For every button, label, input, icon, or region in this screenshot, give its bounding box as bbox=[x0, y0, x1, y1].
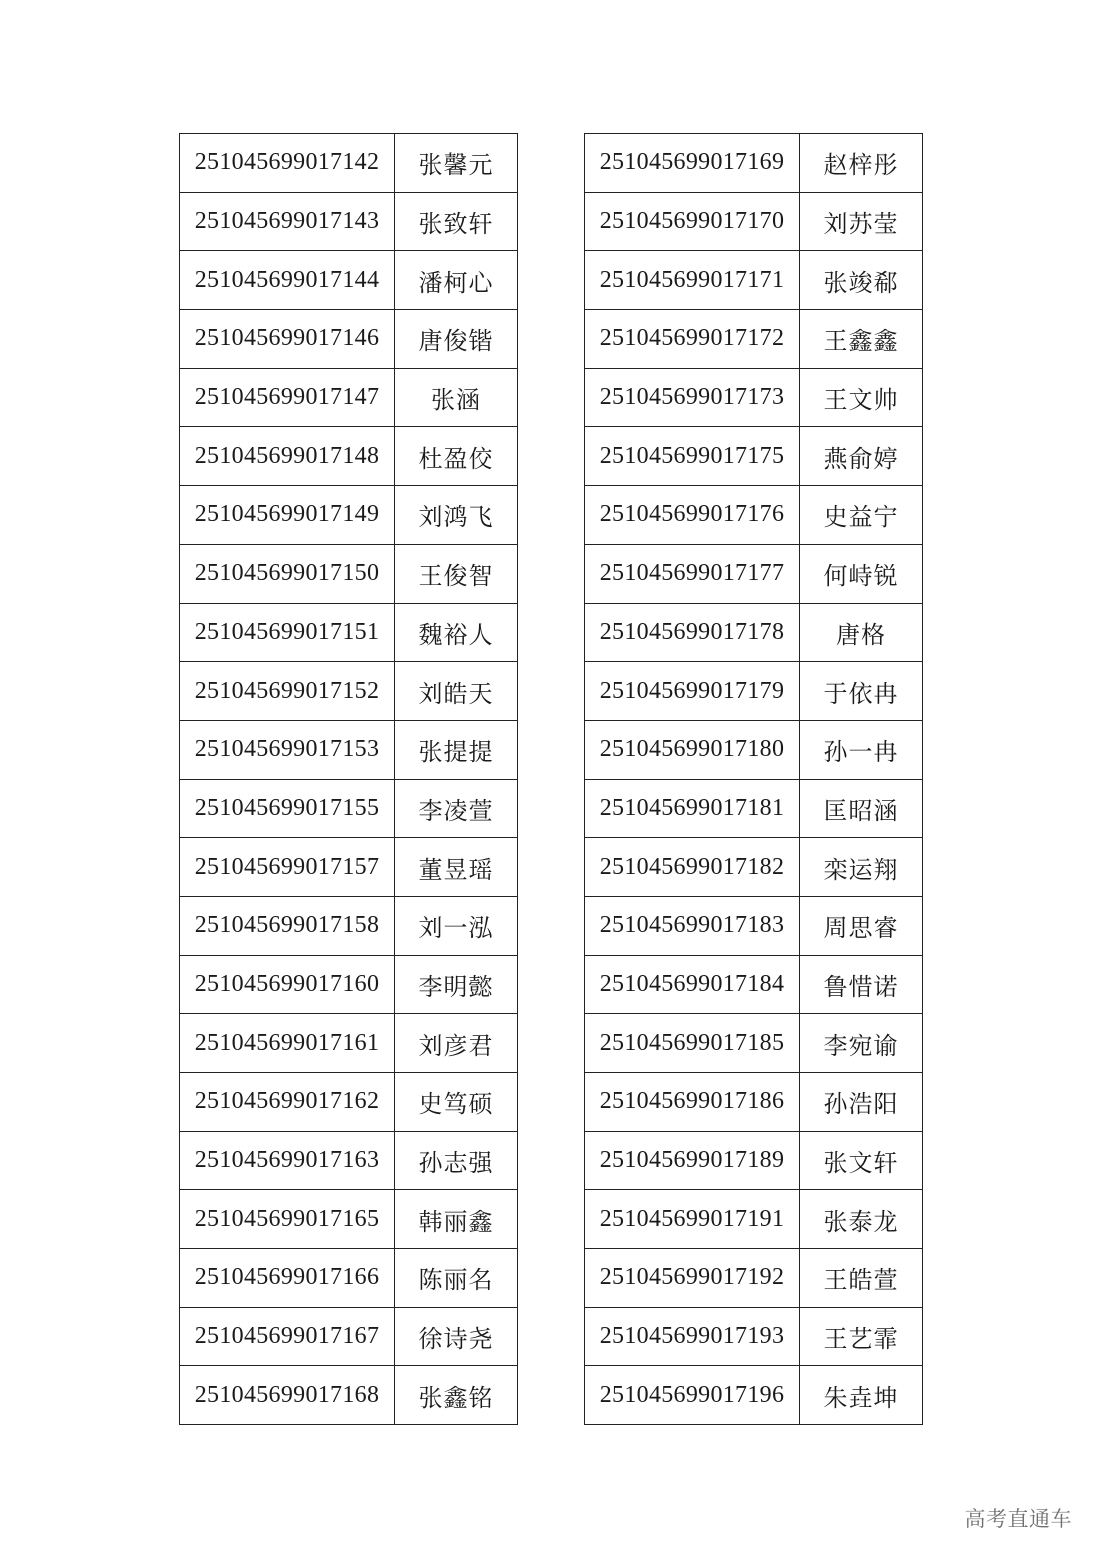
candidate-id-cell: 251045699017157 bbox=[180, 838, 395, 897]
table-row bbox=[585, 1014, 923, 1073]
table-row bbox=[180, 1307, 518, 1366]
candidate-id-cell: 251045699017144 bbox=[180, 251, 395, 310]
candidate-name-cell: 周思睿 bbox=[800, 896, 923, 955]
candidate-id-cell: 251045699017196 bbox=[585, 1366, 800, 1425]
table-row bbox=[180, 134, 518, 193]
left-roster-table bbox=[179, 133, 518, 1425]
candidate-id-cell: 251045699017189 bbox=[585, 1131, 800, 1190]
candidate-id-cell: 251045699017152 bbox=[180, 662, 395, 721]
candidate-name-cell: 徐诗尧 bbox=[395, 1307, 518, 1366]
candidate-id-cell: 251045699017155 bbox=[180, 779, 395, 838]
candidate-id-cell: 251045699017170 bbox=[585, 192, 800, 251]
table-row bbox=[180, 427, 518, 486]
table-row bbox=[585, 1366, 923, 1425]
candidate-id-cell: 251045699017142 bbox=[180, 134, 395, 193]
table-row bbox=[585, 1307, 923, 1366]
candidate-id-cell: 251045699017169 bbox=[585, 134, 800, 193]
candidate-name-cell: 唐俊锴 bbox=[395, 310, 518, 369]
candidate-id-cell: 251045699017151 bbox=[180, 603, 395, 662]
candidate-name-cell: 张涵 bbox=[395, 368, 518, 427]
candidate-name-cell: 张馨元 bbox=[395, 134, 518, 193]
candidate-name-cell: 鲁惜诺 bbox=[800, 955, 923, 1014]
table-row bbox=[180, 955, 518, 1014]
table-row bbox=[180, 720, 518, 779]
candidate-name-cell: 董昱瑶 bbox=[395, 838, 518, 897]
candidate-name-cell: 李明懿 bbox=[395, 955, 518, 1014]
candidate-name-cell: 孙浩阳 bbox=[800, 1073, 923, 1132]
table-row bbox=[585, 955, 923, 1014]
candidate-name-cell: 陈丽名 bbox=[395, 1249, 518, 1308]
candidate-name-cell: 张致轩 bbox=[395, 192, 518, 251]
candidate-id-cell: 251045699017161 bbox=[180, 1014, 395, 1073]
candidate-id-cell: 251045699017175 bbox=[585, 427, 800, 486]
candidate-name-cell: 李宛谕 bbox=[800, 1014, 923, 1073]
candidate-id-cell: 251045699017167 bbox=[180, 1307, 395, 1366]
candidate-id-cell: 251045699017165 bbox=[180, 1190, 395, 1249]
candidate-id-cell: 251045699017193 bbox=[585, 1307, 800, 1366]
watermark-text: 高考直通车 bbox=[964, 1507, 1072, 1531]
candidate-name-cell: 刘彦君 bbox=[395, 1014, 518, 1073]
table-row bbox=[585, 486, 923, 545]
candidate-id-cell: 251045699017173 bbox=[585, 368, 800, 427]
table-row bbox=[180, 838, 518, 897]
candidate-id-cell: 251045699017178 bbox=[585, 603, 800, 662]
table-row bbox=[180, 1190, 518, 1249]
table-row bbox=[585, 896, 923, 955]
table-row bbox=[180, 486, 518, 545]
candidate-id-cell: 251045699017150 bbox=[180, 544, 395, 603]
table-row bbox=[585, 192, 923, 251]
candidate-id-cell: 251045699017143 bbox=[180, 192, 395, 251]
table-row bbox=[585, 1190, 923, 1249]
candidate-id-cell: 251045699017166 bbox=[180, 1249, 395, 1308]
table-row bbox=[585, 1131, 923, 1190]
candidate-id-cell: 251045699017149 bbox=[180, 486, 395, 545]
candidate-name-cell: 刘皓天 bbox=[395, 662, 518, 721]
right-roster-body bbox=[585, 134, 923, 1425]
candidate-name-cell: 孙一冉 bbox=[800, 720, 923, 779]
candidate-name-cell: 潘柯心 bbox=[395, 251, 518, 310]
candidate-id-cell: 251045699017176 bbox=[585, 486, 800, 545]
table-row bbox=[585, 544, 923, 603]
table-row bbox=[585, 134, 923, 193]
candidate-id-cell: 251045699017185 bbox=[585, 1014, 800, 1073]
table-row bbox=[180, 1131, 518, 1190]
table-row bbox=[585, 720, 923, 779]
table-row bbox=[585, 838, 923, 897]
table-row bbox=[585, 310, 923, 369]
candidate-name-cell: 何峙锐 bbox=[800, 544, 923, 603]
table-row bbox=[180, 1014, 518, 1073]
candidate-name-cell: 李凌萱 bbox=[395, 779, 518, 838]
candidate-id-cell: 251045699017171 bbox=[585, 251, 800, 310]
table-row bbox=[180, 251, 518, 310]
table-row bbox=[180, 896, 518, 955]
candidate-id-cell: 251045699017172 bbox=[585, 310, 800, 369]
candidate-name-cell: 燕俞婷 bbox=[800, 427, 923, 486]
candidate-name-cell: 孙志强 bbox=[395, 1131, 518, 1190]
candidate-name-cell: 匡昭涵 bbox=[800, 779, 923, 838]
table-row bbox=[585, 368, 923, 427]
candidate-id-cell: 251045699017179 bbox=[585, 662, 800, 721]
candidate-name-cell: 栾运翔 bbox=[800, 838, 923, 897]
candidate-id-cell: 251045699017191 bbox=[585, 1190, 800, 1249]
table-row bbox=[585, 1073, 923, 1132]
candidate-id-cell: 251045699017180 bbox=[585, 720, 800, 779]
candidate-id-cell: 251045699017153 bbox=[180, 720, 395, 779]
candidate-name-cell: 赵梓彤 bbox=[800, 134, 923, 193]
candidate-name-cell: 史笃硕 bbox=[395, 1073, 518, 1132]
table-row bbox=[180, 310, 518, 369]
candidate-name-cell: 于依冉 bbox=[800, 662, 923, 721]
candidate-name-cell: 魏裕人 bbox=[395, 603, 518, 662]
candidate-name-cell: 王艺霏 bbox=[800, 1307, 923, 1366]
table-row bbox=[585, 603, 923, 662]
candidate-id-cell: 251045699017148 bbox=[180, 427, 395, 486]
table-row bbox=[180, 368, 518, 427]
candidate-id-cell: 251045699017181 bbox=[585, 779, 800, 838]
table-row bbox=[585, 251, 923, 310]
table-row bbox=[180, 1366, 518, 1425]
right-roster-table bbox=[584, 133, 923, 1425]
candidate-name-cell: 张竣郗 bbox=[800, 251, 923, 310]
table-row bbox=[180, 603, 518, 662]
candidate-id-cell: 251045699017160 bbox=[180, 955, 395, 1014]
candidate-id-cell: 251045699017163 bbox=[180, 1131, 395, 1190]
candidate-name-cell: 朱垚坤 bbox=[800, 1366, 923, 1425]
left-roster-body bbox=[180, 134, 518, 1425]
candidate-name-cell: 杜盈佼 bbox=[395, 427, 518, 486]
candidate-name-cell: 王皓萱 bbox=[800, 1249, 923, 1308]
candidate-id-cell: 251045699017184 bbox=[585, 955, 800, 1014]
table-row bbox=[180, 1249, 518, 1308]
table-row bbox=[180, 779, 518, 838]
candidate-id-cell: 251045699017146 bbox=[180, 310, 395, 369]
table-row bbox=[180, 662, 518, 721]
candidate-name-cell: 史益宁 bbox=[800, 486, 923, 545]
candidate-id-cell: 251045699017158 bbox=[180, 896, 395, 955]
candidate-id-cell: 251045699017192 bbox=[585, 1249, 800, 1308]
table-row bbox=[180, 192, 518, 251]
table-row bbox=[585, 1249, 923, 1308]
candidate-id-cell: 251045699017183 bbox=[585, 896, 800, 955]
candidate-name-cell: 韩丽鑫 bbox=[395, 1190, 518, 1249]
table-row bbox=[180, 1073, 518, 1132]
table-row bbox=[585, 662, 923, 721]
candidate-name-cell: 张泰龙 bbox=[800, 1190, 923, 1249]
candidate-id-cell: 251045699017168 bbox=[180, 1366, 395, 1425]
table-row bbox=[585, 779, 923, 838]
candidate-name-cell: 王文帅 bbox=[800, 368, 923, 427]
candidate-id-cell: 251045699017147 bbox=[180, 368, 395, 427]
candidate-id-cell: 251045699017162 bbox=[180, 1073, 395, 1132]
candidate-name-cell: 张提提 bbox=[395, 720, 518, 779]
candidate-name-cell: 唐格 bbox=[800, 603, 923, 662]
candidate-id-cell: 251045699017186 bbox=[585, 1073, 800, 1132]
candidate-id-cell: 251045699017177 bbox=[585, 544, 800, 603]
candidate-id-cell: 251045699017182 bbox=[585, 838, 800, 897]
table-row bbox=[180, 544, 518, 603]
candidate-name-cell: 刘鸿飞 bbox=[395, 486, 518, 545]
candidate-name-cell: 张鑫铭 bbox=[395, 1366, 518, 1425]
candidate-name-cell: 刘苏莹 bbox=[800, 192, 923, 251]
candidate-name-cell: 刘一泓 bbox=[395, 896, 518, 955]
candidate-name-cell: 张文轩 bbox=[800, 1131, 923, 1190]
table-row bbox=[585, 427, 923, 486]
candidate-name-cell: 王鑫鑫 bbox=[800, 310, 923, 369]
candidate-name-cell: 王俊智 bbox=[395, 544, 518, 603]
